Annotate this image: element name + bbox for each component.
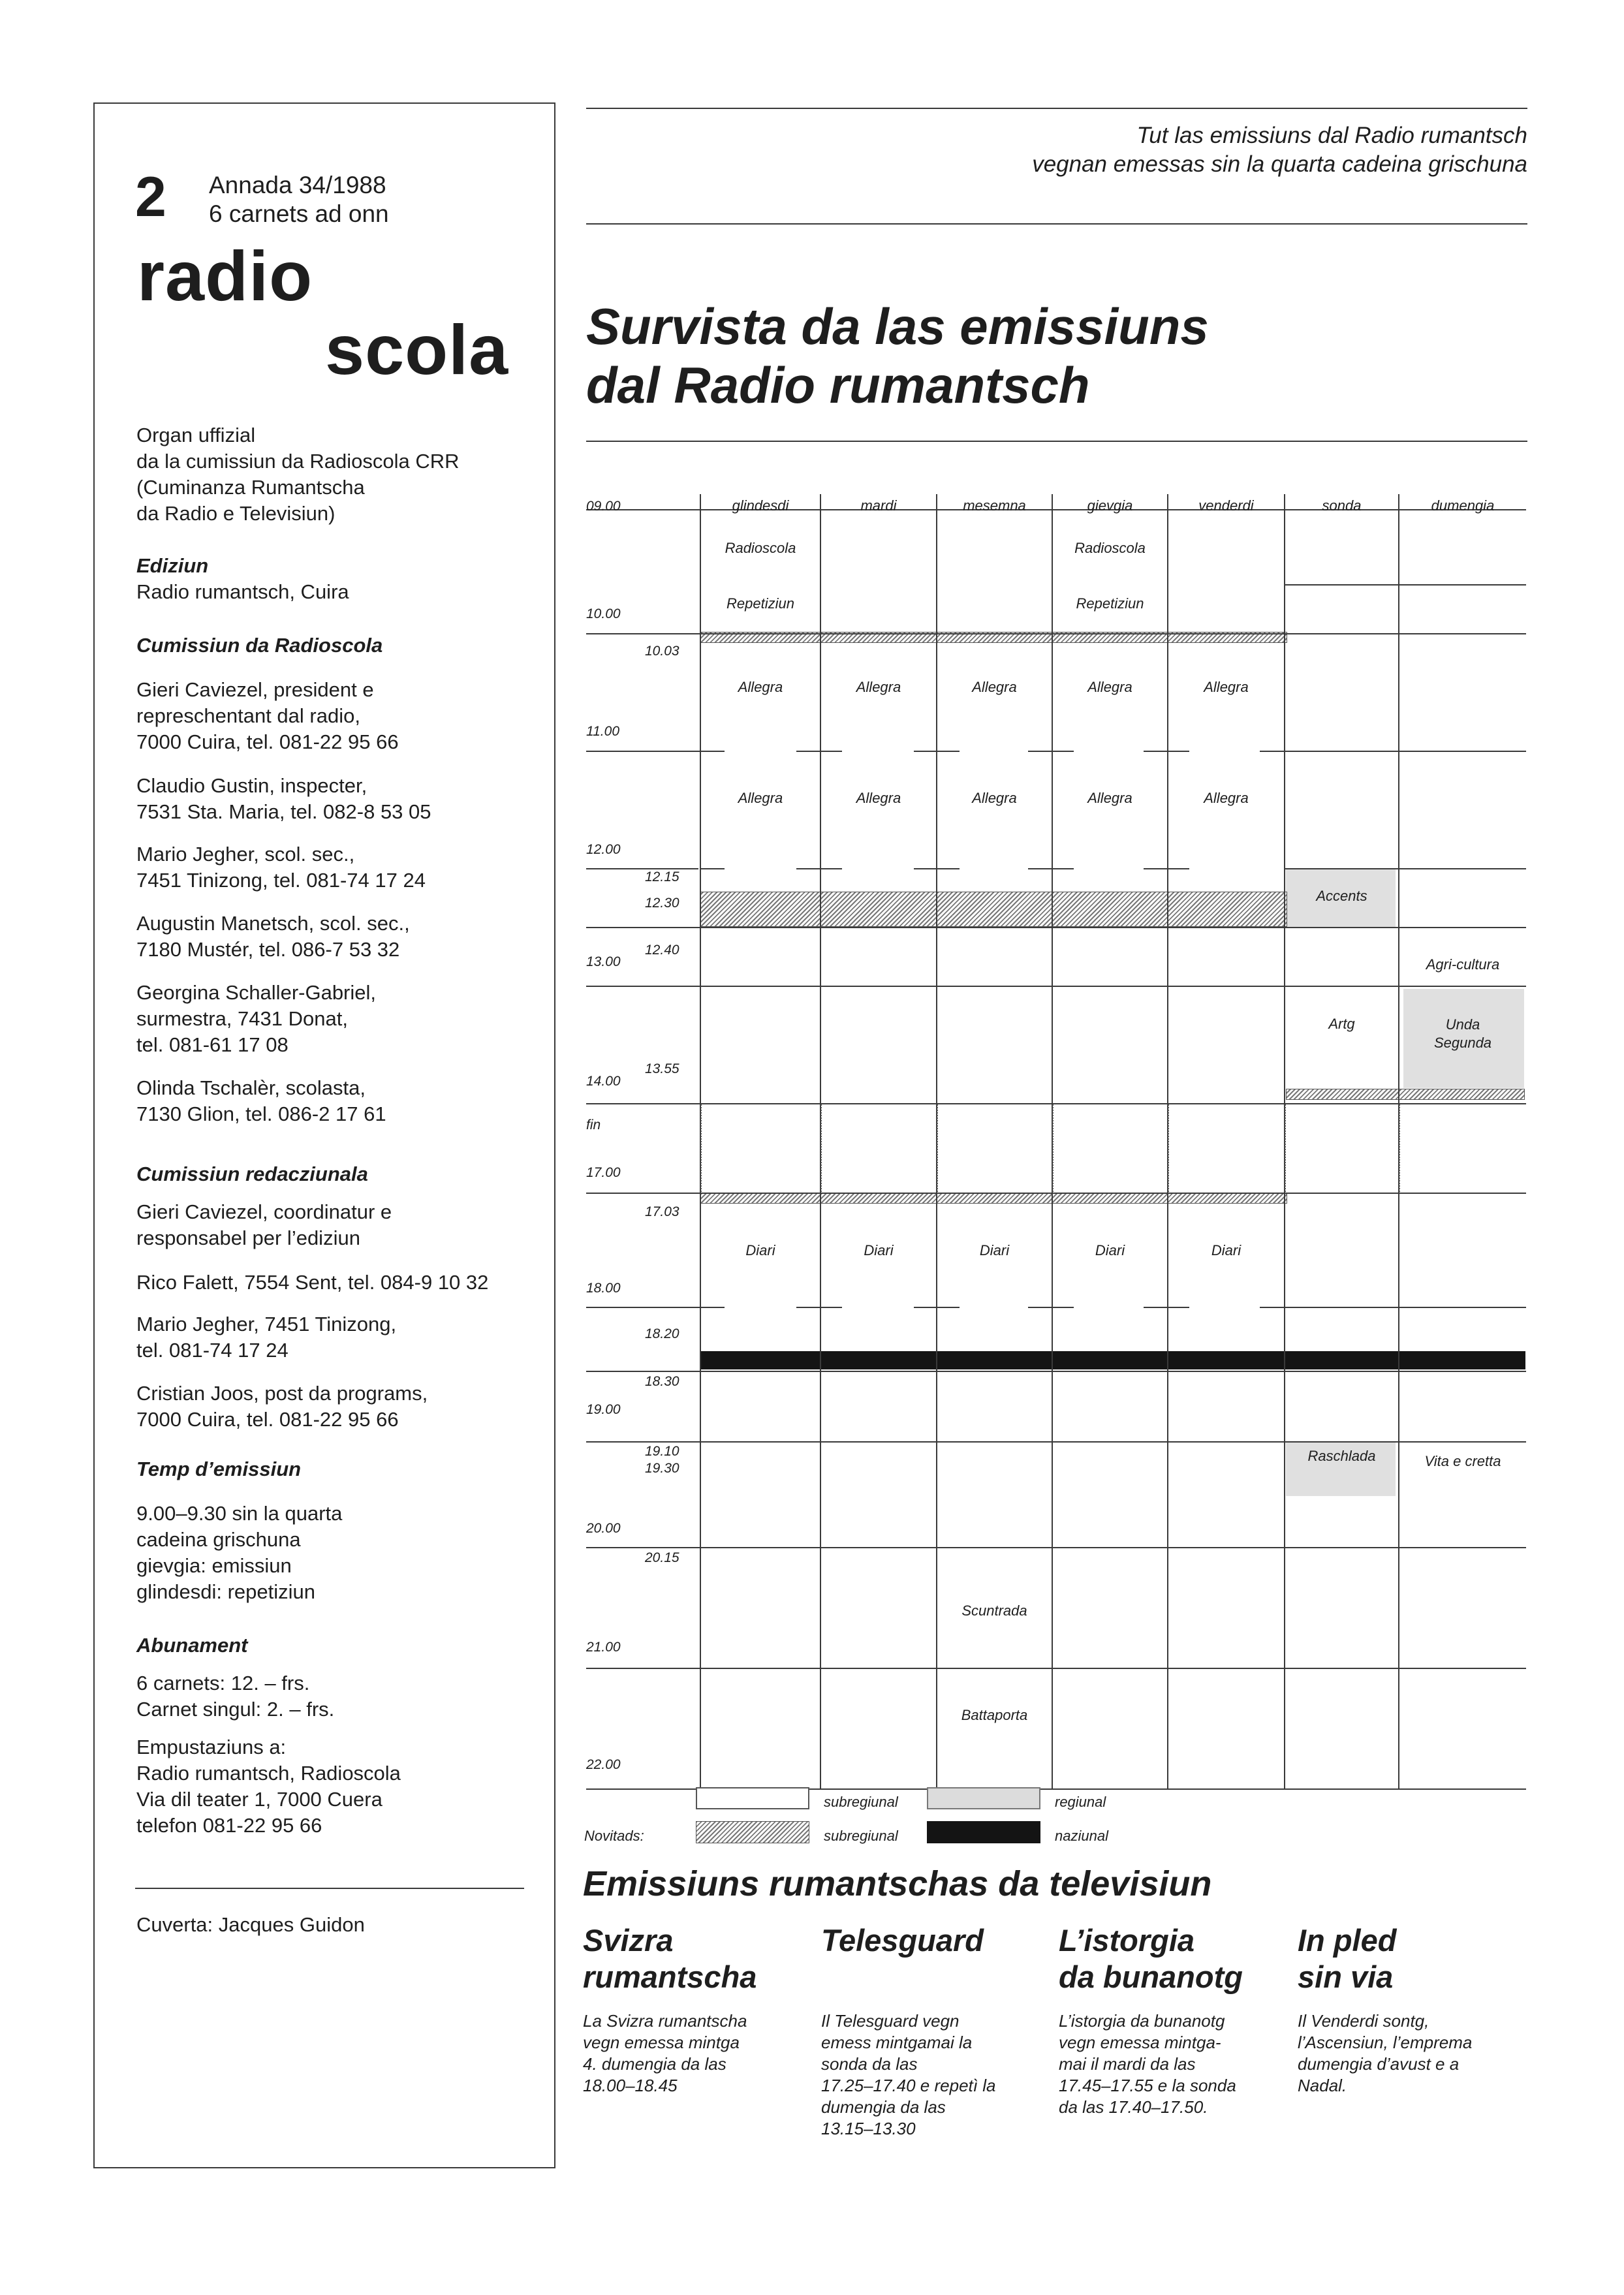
- member-caviezel: Gieri Caviezel, president e represchentant dal radio, 7000 Cuira, tel. 081-22 95 66: [136, 678, 399, 753]
- tv-col-text-svizra: La Svizra rumantscha vegn emessa mintga 4. dumengia da las 18.00–18.45: [583, 2011, 747, 2095]
- prog-agri-cultura: Agri-cultura: [1426, 956, 1500, 973]
- hour-line-1700: [586, 1193, 1526, 1194]
- tv-col-title-in-pled: In pled sin via: [1298, 1923, 1397, 1994]
- prog-diari-1: Diari: [745, 1242, 775, 1258]
- hour-line-1300: [586, 986, 1526, 987]
- temp-heading: Temp d’emissiun: [136, 1458, 302, 1480]
- organ-intro: Organ uffizial da la cumissiun da Radioscola CRR (Cuminanza Rumantscha da Radio e Televisiun): [136, 424, 460, 525]
- masthead-title-radio: radio: [137, 236, 313, 315]
- tick-1100-f: [1260, 751, 1284, 752]
- prog-allegra-2: Allegra: [856, 679, 901, 695]
- hour-1800: 18.00: [586, 1281, 621, 1296]
- prog-battaporta: Battaporta: [961, 1707, 1028, 1723]
- hour-0900: 09.00: [586, 499, 621, 514]
- legend-swatch-subregiunal: [696, 1787, 809, 1809]
- ediziun-heading: Ediziun: [136, 554, 209, 577]
- hour-line-1000: [586, 633, 1526, 634]
- cuverta-credit: Cuverta: Jacques Guidon: [136, 1913, 365, 1936]
- legend-naziunal: naziunal: [1055, 1828, 1108, 1844]
- subtime-1820: 18.20: [645, 1326, 679, 1341]
- redaczion-falett: Rico Falett, 7554 Sent, tel. 084-9 10 32: [136, 1271, 489, 1294]
- row-line-0930: [1284, 584, 1526, 585]
- redaczion-jegher: Mario Jegher, 7451 Tinizong, tel. 081-74 17 24: [136, 1313, 397, 1362]
- subtime-1003: 10.03: [645, 644, 679, 659]
- member-tschaler: Olinda Tschalèr, scolasta, 7130 Glion, tel. 086-2 17 61: [136, 1076, 386, 1125]
- break-dot-7: [1399, 1104, 1400, 1192]
- day-gievgia: gievgia: [1087, 497, 1133, 514]
- row-line-1910: [586, 1441, 1526, 1443]
- redaczion-heading: Cumissiun redacziunala: [136, 1163, 368, 1185]
- page-title-line2: dal Radio rumantsch: [586, 356, 1090, 414]
- day-glindesdi: glindesdi: [732, 497, 789, 514]
- prog-allegra-3: Allegra: [972, 679, 1017, 695]
- hour-2200: 22.00: [586, 1757, 621, 1772]
- row-line-1100-weekend: [1284, 751, 1526, 752]
- redaczion-joos: Cristian Joos, post da programs, 7000 Cuira, tel. 081-22 95 66: [136, 1382, 428, 1431]
- subtime-1930: 19.30: [645, 1461, 679, 1476]
- subtime-1230: 12.30: [645, 896, 679, 911]
- hour-1900: 19.00: [586, 1402, 621, 1417]
- issue-frequency: 6 carnets ad onn: [209, 200, 389, 227]
- break-dot-5: [1168, 1104, 1169, 1192]
- legend-swatch-novitads: [696, 1821, 809, 1843]
- prog-radioscola-gievgia: Radioscola: [1074, 540, 1146, 556]
- hour-line-1200: [586, 868, 698, 869]
- legend-regiunal: regiunal: [1055, 1794, 1106, 1810]
- break-dot-2: [820, 1104, 822, 1192]
- prog-allegra-7: Allegra: [856, 790, 901, 806]
- prog-repetiziun-gievgia: Repetiziun: [1076, 595, 1144, 612]
- legend-swatch-naziunal: [927, 1821, 1040, 1843]
- hour-line-2000: [586, 1547, 1526, 1548]
- prog-diari-4: Diari: [1095, 1242, 1125, 1258]
- subtime-1355: 13.55: [645, 1061, 679, 1076]
- day-mesemna: mesemna: [963, 497, 1026, 514]
- tv-col-text-telesguard: Il Telesguard vegn emess mintgamai la sonda da las 17.25–17.40 e repetì la dumengia da las 13.15–13.30: [821, 2011, 996, 2138]
- hour-1000: 10.00: [586, 606, 621, 621]
- tick-1100-d: [1028, 751, 1074, 752]
- day-sonda: sonda: [1322, 497, 1362, 514]
- abunament-heading: Abunament: [136, 1634, 248, 1657]
- tick-1100-b: [796, 751, 842, 752]
- member-schaller: Georgina Schaller-Gabriel, surmestra, 7431 Donat, tel. 081-61 17 08: [136, 981, 377, 1056]
- break-dot-6: [1285, 1104, 1286, 1192]
- tick-1200-c: [914, 868, 960, 869]
- tick-1800-b: [796, 1307, 842, 1308]
- tv-col-title-istorgia: L’istorgia da bunanotg: [1059, 1923, 1243, 1994]
- tick-1200-e: [1144, 868, 1189, 869]
- hour-2100: 21.00: [586, 1640, 621, 1655]
- tick-1200-a: [700, 868, 725, 869]
- tick-1100-e: [1144, 751, 1189, 752]
- hour-1400: 14.00: [586, 1074, 621, 1089]
- tick-1100-c: [914, 751, 960, 752]
- prog-radioscola-glindesdi: Radioscola: [725, 540, 796, 556]
- naziunal-bar-1820: [700, 1351, 1525, 1369]
- prog-scuntrada: Scuntrada: [961, 1602, 1027, 1619]
- subtime-1910: 19.10: [645, 1444, 679, 1459]
- cumissiun-heading: Cumissiun da Radioscola: [136, 634, 383, 657]
- hour-1300: 13.00: [586, 954, 621, 969]
- ediziun-text: Radio rumantsch, Cuira: [136, 580, 349, 603]
- row-line-1230: [586, 927, 1526, 928]
- prog-diari-3: Diari: [979, 1242, 1010, 1258]
- row-line-1200-weekend: [1284, 868, 1526, 869]
- tick-1800-f: [1260, 1307, 1284, 1308]
- redaczion-caviezel: Gieri Caviezel, coordinatur e responsabel per l’ediziun: [136, 1200, 392, 1249]
- hour-line-1400: [586, 1103, 1526, 1104]
- novitad-bar-1355: [1286, 1089, 1525, 1100]
- temp-text: 9.00–9.30 sin la quarta cadeina grischuna gievgia: emissiun glindesdi: repetiziun: [136, 1502, 343, 1603]
- issue-year: Annada 34/1988: [209, 172, 386, 198]
- subtime-1703: 17.03: [645, 1204, 679, 1219]
- legend-swatch-regiunal: [927, 1787, 1040, 1809]
- prog-allegra-5: Allegra: [1204, 679, 1249, 695]
- prog-allegra-1: Allegra: [738, 679, 783, 695]
- issue-number: 2: [135, 166, 166, 228]
- prog-allegra-4: Allegra: [1087, 679, 1132, 695]
- break-dot-3: [937, 1104, 938, 1192]
- prog-allegra-8: Allegra: [972, 790, 1017, 806]
- row-line-1830: [586, 1371, 1526, 1372]
- abunament-text: 6 carnets: 12. – frs. Carnet singul: 2. – frs.: [136, 1672, 335, 1721]
- member-gustin: Claudio Gustin, inspecter, 7531 Sta. Maria, tel. 082-8 53 05: [136, 774, 431, 823]
- legend-novitads: Novitads:: [584, 1828, 644, 1844]
- novitad-bar-1703: [700, 1193, 1287, 1204]
- tv-section-title: Emissiuns rumantschas da televisiun: [583, 1864, 1212, 1903]
- hour-2000: 20.00: [586, 1521, 621, 1536]
- tv-col-text-in-pled: Il Venderdi sontg, l’Ascensiun, l’emprema dumengia d’avust e a Nadal.: [1298, 2011, 1473, 2095]
- hour-fin: fin: [586, 1117, 601, 1132]
- empustaziuns-text: Empustaziuns a: Radio rumantsch, Radioscola Via dil teater 1, 7000 Cuera telefon 081-22 95 66: [136, 1736, 401, 1837]
- tick-1200-b: [796, 868, 842, 869]
- tv-col-text-istorgia: L’istorgia da bunanotg vegn emessa mintga- mai il mardi da las 17.45–17.55 e la sonda da las 17.40–17.50.: [1059, 2011, 1236, 2117]
- tick-1100-a: [586, 751, 725, 752]
- prog-diari-5: Diari: [1211, 1242, 1241, 1258]
- prog-allegra-10: Allegra: [1204, 790, 1249, 806]
- legend-subregiunal-1: subregiunal: [824, 1794, 898, 1810]
- novitad-bar-1230: [700, 892, 1287, 927]
- row-line-1800-weekend: [1284, 1307, 1526, 1308]
- page-title-line1: Survista da las emissiuns: [586, 298, 1209, 355]
- day-dumengia: dumengia: [1431, 497, 1495, 514]
- day-mardi: mardi: [860, 497, 897, 514]
- member-manetsch: Augustin Manetsch, scol. sec., 7180 Mustér, tel. 086-7 53 32: [136, 912, 410, 961]
- tick-1800-e: [1144, 1307, 1189, 1308]
- prog-unda-segunda: Unda Segunda: [1433, 1016, 1492, 1051]
- hour-line-2100: [586, 1668, 1526, 1669]
- tv-col-title-telesguard: Telesguard: [821, 1923, 984, 1958]
- masthead-title-scola: scola: [325, 310, 509, 389]
- tagline-line1: Tut las emissiuns dal Radio rumantsch: [1136, 123, 1527, 148]
- member-jegher: Mario Jegher, scol. sec., 7451 Tinizong, tel. 081-74 17 24: [136, 843, 426, 892]
- day-venderdi: venderdi: [1198, 497, 1254, 514]
- hour-1100: 11.00: [586, 724, 619, 739]
- prog-repetiziun-glindesdi: Repetiziun: [726, 595, 794, 612]
- prog-allegra-6: Allegra: [738, 790, 783, 806]
- tagline-line2: vegnan emessas sin la quarta cadeina grischuna: [1032, 151, 1527, 177]
- tick-1800-c: [914, 1307, 960, 1308]
- hour-1200: 12.00: [586, 842, 621, 857]
- break-dot-1: [700, 1104, 702, 1192]
- prog-raschlada: Raschlada: [1307, 1448, 1376, 1464]
- prog-vita-e-cretta: Vita e cretta: [1424, 1453, 1501, 1469]
- tick-1800-a: [586, 1307, 725, 1308]
- prog-allegra-9: Allegra: [1087, 790, 1132, 806]
- prog-artg: Artg: [1328, 1016, 1355, 1032]
- tick-1800-d: [1028, 1307, 1074, 1308]
- tv-col-title-svizra: Svizra rumantscha: [583, 1923, 757, 1994]
- hour-1700: 17.00: [586, 1165, 621, 1180]
- subtime-1240: 12.40: [645, 943, 679, 958]
- break-dot-4: [1052, 1104, 1054, 1192]
- legend-subregiunal-2: subregiunal: [824, 1828, 898, 1844]
- subtime-1215: 12.15: [645, 869, 679, 884]
- prog-diari-2: Diari: [864, 1242, 894, 1258]
- subtime-2015: 20.15: [645, 1550, 679, 1565]
- prog-accents: Accents: [1316, 888, 1367, 904]
- subtime-1830: 18.30: [645, 1374, 679, 1389]
- tick-1200-d: [1028, 868, 1074, 869]
